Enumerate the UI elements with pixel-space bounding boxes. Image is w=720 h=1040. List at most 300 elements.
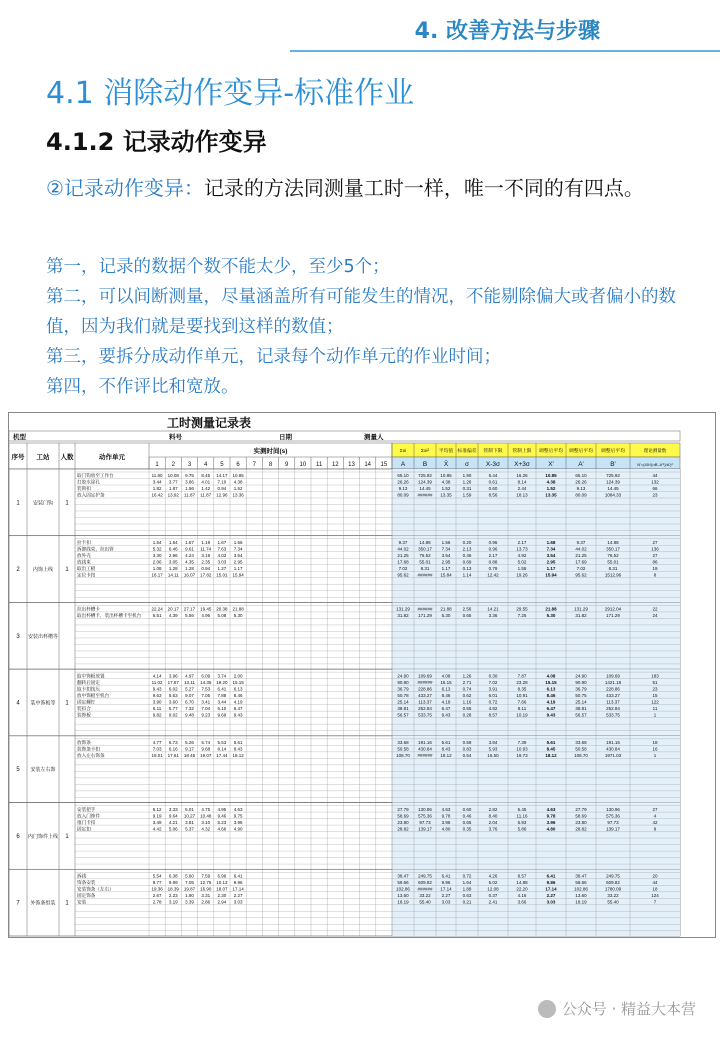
stat-value: 19.73 bbox=[516, 753, 528, 759]
section-header: 4. 改善方法与步骤 bbox=[414, 19, 600, 44]
measure-value: 16.90 bbox=[200, 886, 212, 892]
group-station: 安装出杯槽等 bbox=[27, 633, 59, 640]
stat-value: 15.15 bbox=[545, 679, 557, 685]
measure-value: 3.81 bbox=[185, 819, 194, 825]
stat-header-top: 理论测量数 bbox=[643, 448, 667, 453]
stat-value: 5.30 bbox=[546, 613, 556, 619]
measure-value: 9.61 bbox=[185, 546, 194, 552]
measure-value: 9.82 bbox=[152, 712, 162, 718]
stat-value: 6.01 bbox=[488, 692, 498, 698]
stat-value: 2.27 bbox=[546, 892, 556, 898]
stat-value: 2.04 bbox=[488, 819, 498, 825]
measure-value: 3.44 bbox=[217, 699, 227, 705]
stat-header-bottom: B' bbox=[610, 461, 616, 468]
stat-value: 13.35 bbox=[545, 492, 557, 498]
measure-value: 12.76 bbox=[200, 879, 212, 885]
measure-value: 17.14 bbox=[232, 886, 244, 892]
stat-value: 0.96 bbox=[488, 539, 498, 545]
measure-value: 5.27 bbox=[185, 686, 194, 692]
wechat-icon bbox=[538, 1000, 556, 1018]
group-station: 内门饰件上线 bbox=[27, 833, 59, 840]
measure-value: 0.94 bbox=[217, 486, 227, 492]
stat-value: 38.47 bbox=[575, 873, 587, 879]
stat-value: 5.30 bbox=[441, 613, 451, 619]
points-list bbox=[46, 252, 696, 402]
measure-value: 2.78 bbox=[152, 899, 162, 905]
measure-value: 9.43 bbox=[233, 712, 243, 718]
measure-value: 16.07 bbox=[183, 572, 196, 578]
stat-value: 50.78 bbox=[397, 692, 409, 698]
measure-value: 2.95 bbox=[233, 559, 243, 565]
stat-value: 1.59 bbox=[462, 492, 472, 498]
stat-value: 13.35 bbox=[440, 492, 452, 498]
stat-value: 22.20 bbox=[516, 886, 528, 892]
measure-value: 6.41 bbox=[217, 686, 227, 692]
stat-value: 97.73 bbox=[419, 819, 431, 825]
stat-value: 124.39 bbox=[606, 479, 620, 485]
measure-value: 3.03 bbox=[233, 899, 243, 905]
stat-value: 80.09 bbox=[397, 492, 409, 498]
stat-value: 17.68 bbox=[397, 559, 409, 565]
stat-value: ###### bbox=[417, 572, 433, 578]
stat-value: 0.65 bbox=[462, 819, 472, 825]
measure-value: 4.14 bbox=[152, 673, 162, 679]
stat-value: 9.43 bbox=[546, 712, 556, 718]
action-unit: 取中饰板放置 bbox=[77, 673, 105, 679]
measure-value: 7.05 bbox=[185, 879, 194, 885]
measure-index: 2 bbox=[171, 462, 175, 468]
stat-value: 95.62 bbox=[575, 572, 587, 578]
group-headcount: 1 bbox=[65, 567, 69, 574]
measure-value: 1.56 bbox=[185, 486, 194, 492]
stat-value: 1.16 bbox=[462, 699, 472, 705]
measure-value: 6.47 bbox=[233, 705, 243, 711]
measure-value: 2.06 bbox=[152, 559, 162, 565]
action-unit: 打胶水涂孔 bbox=[77, 479, 100, 485]
stat-header-top: 调整后平均 bbox=[569, 449, 593, 454]
action-unit: 装饰板 bbox=[77, 712, 91, 718]
measure-value: 1.90 bbox=[185, 892, 194, 898]
stat-value: 5.93 bbox=[517, 819, 527, 825]
measure-index: 3 bbox=[187, 462, 192, 468]
stat-value: 249.75 bbox=[606, 873, 620, 879]
sheet-svg bbox=[9, 413, 715, 937]
measure-value: 1.42 bbox=[201, 486, 211, 492]
stat-value: 109.69 bbox=[418, 673, 432, 679]
stat-value: 131.29 bbox=[574, 606, 588, 612]
measure-value: 5.63 bbox=[168, 692, 178, 698]
stat-value: 0.59 bbox=[462, 740, 472, 746]
stat-value: 0.72 bbox=[488, 699, 498, 705]
measure-value: 4.32 bbox=[201, 826, 211, 832]
stat-value: 0.46 bbox=[462, 552, 472, 558]
measure-value: 5.32 bbox=[152, 546, 162, 552]
group-headcount: 1 bbox=[65, 833, 69, 840]
stat-value: 7.02 bbox=[576, 565, 586, 571]
stat-value: 433.27 bbox=[606, 692, 620, 698]
measure-value: 10.48 bbox=[200, 813, 212, 819]
measure-value: 4.35 bbox=[185, 559, 194, 565]
measure-index: 13 bbox=[348, 462, 355, 468]
stat-value: 18.12 bbox=[545, 753, 557, 759]
stat-value: 1.90 bbox=[462, 473, 472, 479]
measure-index: 4 bbox=[204, 462, 208, 468]
measure-value: 9.75 bbox=[185, 473, 194, 479]
measure-value: 4.66 bbox=[217, 826, 227, 832]
measure-value: 3.86 bbox=[185, 479, 194, 485]
stat-value: 24 bbox=[652, 613, 658, 619]
measure-value: 7.10 bbox=[217, 479, 227, 485]
stat-value: 1084.33 bbox=[604, 492, 622, 498]
stat-value: 38.47 bbox=[397, 873, 409, 879]
measure-index: 8 bbox=[268, 462, 273, 468]
stat-value: 1780.09 bbox=[604, 886, 622, 892]
stat-value: 433.27 bbox=[418, 692, 432, 698]
measure-value: 16.42 bbox=[151, 492, 163, 498]
measure-value: 3.03 bbox=[217, 559, 227, 565]
measure-value: 4.19 bbox=[233, 699, 243, 705]
page-subtitle: 4.1.2 记录动作变异 bbox=[46, 128, 267, 156]
stat-value: 4.08 bbox=[546, 673, 556, 679]
measure-value: 20.17 bbox=[167, 606, 179, 612]
stat-value: 56.57 bbox=[575, 712, 587, 718]
stat-value: 1.89 bbox=[462, 886, 472, 892]
point-item: 第二，可以间断测量，尽量涵盖所有可能发生的情况，不能剔除偏大或者偏小的数值，因为我们就是要找到这样的数值； bbox=[46, 287, 676, 337]
measure-value: 4.42 bbox=[152, 826, 162, 832]
stat-value: 11 bbox=[652, 705, 658, 711]
intro-text: 记录的方法同测量工时一样，唯一不同的有四点。 bbox=[203, 176, 644, 200]
stat-value: 15.94 bbox=[545, 572, 557, 578]
measure-value: 17.82 bbox=[200, 572, 212, 578]
stat-value: 3.36 bbox=[488, 613, 498, 619]
stat-value: 350.17 bbox=[418, 546, 432, 552]
stat-value: 16 bbox=[652, 746, 658, 752]
stat-value: 9.37 bbox=[576, 539, 586, 545]
stat-value: 56.57 bbox=[397, 712, 409, 718]
stat-value: 50.58 bbox=[397, 746, 409, 752]
stat-value: 2912.04 bbox=[604, 606, 622, 612]
stat-value: 1971.03 bbox=[604, 753, 622, 759]
watermark bbox=[538, 998, 696, 1019]
stat-value: 5.86 bbox=[517, 826, 527, 832]
measure-value: 1.19 bbox=[201, 539, 211, 545]
stat-value: 0.60 bbox=[462, 806, 472, 812]
stat-value: 86 bbox=[652, 559, 658, 565]
stat-value: 1512.96 bbox=[604, 572, 622, 578]
stat-value: 2.44 bbox=[517, 486, 527, 492]
measure-value: 7.59 bbox=[201, 873, 211, 879]
group-headcount: 1 bbox=[65, 900, 69, 907]
action-unit: 放中饰板至机台 bbox=[77, 692, 110, 698]
stat-value: 8.31 bbox=[420, 565, 430, 571]
stat-value: 44.02 bbox=[397, 546, 409, 552]
action-unit: 放线束 bbox=[77, 559, 91, 565]
measure-index: 6 bbox=[236, 462, 240, 468]
measure-value: 9.23 bbox=[201, 712, 211, 718]
stat-value: 59.66 bbox=[575, 879, 587, 885]
measure-value: 2.35 bbox=[201, 559, 211, 565]
measure-value: 16.17 bbox=[151, 572, 163, 578]
stat-value: 7 bbox=[653, 899, 657, 905]
stat-value: 18.19 bbox=[575, 899, 587, 905]
point-item: 第四，不作评比和宽放。 bbox=[46, 377, 239, 397]
stat-value: 130.96 bbox=[418, 806, 432, 812]
action-unit: 饰条安装 bbox=[77, 879, 96, 885]
watermark-text: 公众号 · 精益大本营 bbox=[561, 1000, 696, 1018]
stat-header-bottom: X+3σ bbox=[514, 461, 530, 468]
action-unit: 装扣合 bbox=[77, 705, 91, 711]
measure-value: 9.02 bbox=[168, 712, 178, 718]
measure-value: 9.99 bbox=[168, 879, 178, 885]
intro-lead: ②记录动作变异： bbox=[46, 176, 204, 200]
measure-value: 7.05 bbox=[201, 692, 211, 698]
measure-value: 3.30 bbox=[152, 552, 162, 558]
stat-value: 9.13 bbox=[398, 486, 408, 492]
group-station: 装中饰板等 bbox=[30, 700, 56, 707]
measure-value: 5.74 bbox=[201, 740, 211, 746]
stat-value: 1 bbox=[653, 712, 657, 718]
stat-value: 18 bbox=[652, 886, 658, 892]
measure-value: 5.23 bbox=[217, 819, 227, 825]
stat-value: 36.79 bbox=[575, 686, 587, 692]
stat-value: 1.26 bbox=[462, 673, 472, 679]
measure-value: 19.36 bbox=[151, 886, 163, 892]
group-number: 6 bbox=[16, 833, 20, 840]
measure-value: 6.11 bbox=[152, 705, 162, 711]
measure-index: 14 bbox=[364, 462, 372, 468]
group-number: 1 bbox=[16, 500, 20, 507]
stat-value: 42 bbox=[652, 819, 658, 825]
stat-value: 17.14 bbox=[440, 886, 452, 892]
measure-value: 19.20 bbox=[216, 679, 228, 685]
measure-value: 19.45 bbox=[200, 606, 212, 612]
stat-value: 0.30 bbox=[488, 673, 498, 679]
action-unit: 取门钩放至工作台 bbox=[77, 473, 114, 479]
stat-value: 6.47 bbox=[441, 705, 451, 711]
stat-value: 17.14 bbox=[545, 886, 557, 892]
stat-value: 533.75 bbox=[418, 712, 432, 718]
stat-value: 1.56 bbox=[441, 539, 451, 545]
action-unit: 取出杯槽卡，装出杯槽卡至机台 bbox=[77, 613, 142, 619]
measure-index: 10 bbox=[299, 462, 307, 468]
action-unit: 固定螺钉 bbox=[77, 699, 96, 705]
measure-value: 7.88 bbox=[217, 692, 227, 698]
measure-value: 5.54 bbox=[152, 873, 162, 879]
stat-value: 16.26 bbox=[516, 473, 528, 479]
stat-value: 8.57 bbox=[517, 873, 527, 879]
measure-value: 6.96 bbox=[217, 873, 227, 879]
measure-value: 11.87 bbox=[200, 492, 212, 498]
action-unit: 固定扣 bbox=[77, 826, 91, 832]
measure-value: 4.03 bbox=[217, 552, 227, 558]
stat-value: 23 bbox=[652, 686, 658, 692]
stat-value: 4.82 bbox=[488, 705, 498, 711]
measure-value: 9.46 bbox=[217, 813, 227, 819]
measure-value: 3.77 bbox=[168, 479, 178, 485]
column-header: 工站 bbox=[36, 454, 50, 461]
measure-index: 15 bbox=[380, 462, 388, 468]
measure-value: 9.19 bbox=[152, 813, 162, 819]
stat-value: 1.26 bbox=[462, 479, 472, 485]
stat-value: 1.14 bbox=[462, 572, 472, 578]
group-number: 4 bbox=[16, 700, 20, 707]
stat-header-bottom: A bbox=[400, 461, 406, 468]
measure-value: 9.48 bbox=[185, 712, 194, 718]
action-unit: 装锁扣 bbox=[77, 486, 91, 492]
stat-value: 7.34 bbox=[441, 546, 451, 552]
measure-value: 18.39 bbox=[167, 886, 179, 892]
measure-value: 15.01 bbox=[216, 572, 228, 578]
action-unit: 拉出杯槽卡 bbox=[77, 606, 100, 612]
measure-value: 5.06 bbox=[168, 826, 178, 832]
measure-value: 3.41 bbox=[201, 699, 211, 705]
stat-value: 8.43 bbox=[441, 746, 451, 752]
stat-value: 228.86 bbox=[606, 686, 620, 692]
stat-header-bottom: A' bbox=[578, 461, 584, 468]
measure-value: 5.01 bbox=[185, 806, 194, 812]
measure-value: 3.44 bbox=[152, 479, 162, 485]
measure-value: 6.73 bbox=[168, 740, 178, 746]
stat-value: 8.14 bbox=[517, 479, 527, 485]
stat-value: 252.84 bbox=[606, 705, 620, 711]
stat-value: 9.37 bbox=[398, 539, 408, 545]
measure-value: 7.32 bbox=[185, 705, 194, 711]
measure-value: 9.63 bbox=[152, 692, 162, 698]
stat-value: 2.27 bbox=[441, 892, 451, 898]
measure-value: 14.17 bbox=[216, 473, 228, 479]
stat-value: 9.86 bbox=[546, 879, 556, 885]
measure-value: 15.94 bbox=[232, 572, 244, 578]
measure-value: 1.87 bbox=[168, 486, 178, 492]
stat-value: 38.81 bbox=[397, 705, 409, 711]
measure-value: 2.23 bbox=[168, 892, 178, 898]
stat-value: 44.02 bbox=[575, 546, 587, 552]
measure-value: 9.77 bbox=[152, 879, 162, 885]
stat-value: 0.54 bbox=[462, 753, 472, 759]
measure-value: 17.87 bbox=[167, 679, 179, 685]
stat-value: 90.90 bbox=[397, 679, 409, 685]
stat-value: 3.66 bbox=[517, 899, 527, 905]
stat-value: 0.61 bbox=[488, 479, 498, 485]
meta-label: 日期 bbox=[279, 434, 292, 441]
stat-value: 15 bbox=[652, 692, 658, 698]
measure-value: 12.96 bbox=[216, 492, 228, 498]
stat-value: 22 bbox=[652, 606, 658, 612]
stat-value: 14.45 bbox=[419, 486, 431, 492]
meta-label: 料号 bbox=[169, 434, 182, 441]
stat-value: 0.96 bbox=[488, 546, 498, 552]
group-station: 安装门钩 bbox=[32, 500, 54, 507]
stat-value: 9 bbox=[653, 826, 657, 832]
stat-value: 0.74 bbox=[462, 686, 472, 692]
stat-value: 65.10 bbox=[397, 473, 409, 479]
action-unit: 推门卡扣 bbox=[77, 819, 96, 825]
stat-value: 108.70 bbox=[574, 753, 588, 759]
stat-value: 4.92 bbox=[517, 552, 527, 558]
stat-value: 575.36 bbox=[606, 813, 620, 819]
stat-header-top: Σxi bbox=[399, 449, 407, 454]
stat-value: 171.29 bbox=[606, 613, 620, 619]
stat-value: 2.17 bbox=[488, 552, 498, 558]
stat-value: 31.82 bbox=[575, 613, 587, 619]
stat-value: 12.42 bbox=[487, 572, 499, 578]
stat-value: 15.84 bbox=[440, 572, 452, 578]
stat-value: ###### bbox=[417, 679, 433, 685]
measure-value: 6.16 bbox=[168, 746, 178, 752]
stat-value: 12.08 bbox=[487, 886, 499, 892]
meta-row bbox=[9, 431, 680, 441]
stat-value: 0.35 bbox=[462, 826, 472, 832]
stat-value: 27 bbox=[652, 539, 658, 545]
stat-value: 97.73 bbox=[607, 819, 619, 825]
stat-value: 8.46 bbox=[441, 692, 451, 698]
stat-value: 6.45 bbox=[517, 806, 527, 812]
stat-value: 76.52 bbox=[419, 552, 431, 558]
measure-value: 3.33 bbox=[168, 806, 178, 812]
stat-value: 0.31 bbox=[462, 486, 472, 492]
measure-value: 9.69 bbox=[217, 712, 227, 718]
measure-value: 5.08 bbox=[217, 613, 227, 619]
stat-value: 33.22 bbox=[607, 892, 619, 898]
stat-value: 25.14 bbox=[397, 699, 409, 705]
measure-value: 2.94 bbox=[217, 899, 227, 905]
stat-value: 27.79 bbox=[575, 806, 587, 812]
measure-value: 6.10 bbox=[217, 705, 227, 711]
measure-value: 7.53 bbox=[201, 686, 211, 692]
measure-value: 2.30 bbox=[217, 892, 227, 898]
stat-header-top: Σxi² bbox=[420, 449, 430, 454]
stat-value: 113.37 bbox=[606, 699, 620, 705]
stat-value: ###### bbox=[417, 606, 433, 612]
stat-value: 0.60 bbox=[488, 486, 498, 492]
action-unit: 固定饰条 bbox=[77, 892, 96, 898]
stat-value: 80.09 bbox=[575, 492, 587, 498]
measure-value: 7.63 bbox=[217, 546, 227, 552]
stat-value: 21.25 bbox=[397, 552, 409, 558]
stat-value: 10.19 bbox=[516, 712, 528, 718]
measure-value: 18.01 bbox=[151, 753, 163, 759]
stat-value: 24.90 bbox=[575, 673, 587, 679]
stat-value: 2.56 bbox=[462, 606, 472, 612]
point-item: 第三，要拆分成动作单元，记录每个动作单元的作业时间； bbox=[46, 347, 501, 367]
measure-index: 7 bbox=[252, 462, 256, 468]
measure-value: 1.52 bbox=[233, 486, 243, 492]
stat-value: 9.13 bbox=[576, 486, 586, 492]
stat-value: 5.93 bbox=[488, 746, 498, 752]
point-item: 第一，记录的数据个数不能太少，至少5个； bbox=[46, 257, 390, 277]
stat-value: 4.38 bbox=[546, 479, 556, 485]
stat-value: 8.57 bbox=[488, 712, 498, 718]
stat-value: 10.91 bbox=[516, 692, 528, 698]
stat-value: 14.88 bbox=[607, 539, 619, 545]
stat-value: 65.10 bbox=[575, 473, 587, 479]
measure-value: 10.13 bbox=[216, 879, 228, 885]
stat-value: 38.81 bbox=[575, 705, 587, 711]
action-unit: 定位卡扣 bbox=[77, 572, 96, 578]
stat-header-bottom: N'=(40√(nB'-A'²)/A')² bbox=[637, 462, 673, 467]
measure-value: 3.96 bbox=[233, 819, 243, 825]
measure-value: 6.70 bbox=[185, 699, 194, 705]
stat-value: 6.47 bbox=[546, 705, 556, 711]
measure-value: 2.00 bbox=[233, 673, 243, 679]
action-unit: 安装饰条（左右） bbox=[77, 886, 114, 892]
measure-value: 3.90 bbox=[152, 699, 162, 705]
group-station: 安装左右饰 bbox=[30, 767, 56, 774]
stat-value: 171.29 bbox=[418, 613, 432, 619]
measure-value: 11.74 bbox=[200, 546, 212, 552]
stat-value: 430.84 bbox=[418, 746, 432, 752]
measure-index: 1 bbox=[155, 462, 159, 468]
